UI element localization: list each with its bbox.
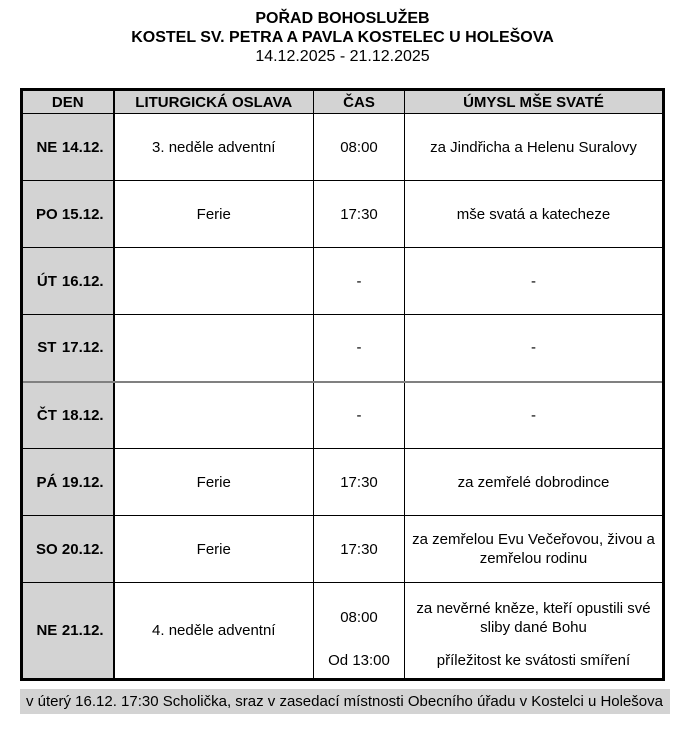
intention-cell [405,315,664,382]
mass-intention: za Jindřicha a Helenu Suralovy [430,138,637,156]
mass-intention: - [531,272,536,290]
intention-cell [405,382,664,449]
table-header-row [22,90,664,114]
mass-intention: za zemřelou Evu Večeřovou, živou a zemřelou rodinu [412,531,655,567]
time-cell [314,315,405,382]
day-date: 17.12. [61,339,104,357]
day-cell [22,382,114,449]
mass-time: - [356,339,362,357]
mass-intention: mše svatá a katecheze [456,205,611,223]
day-cell [22,181,114,248]
day-abbreviation: NE [36,138,58,156]
intention-cell [405,583,664,680]
celebration-cell: Ferie [114,516,314,583]
day-abbreviation: ÚT [36,272,57,290]
mass-intention: příležitost ke svátosti smíření [436,651,631,669]
day-date: 14.12. [61,138,104,156]
header-liturgicka-oslava: LITURGICKÁ OSLAVA [114,90,314,114]
schedule-table [20,88,665,681]
intention-cell [405,449,664,516]
time-cell [314,583,405,680]
day-abbreviation: ST [37,339,57,357]
time-cell [314,516,405,583]
mass-time: 17:30 [340,540,378,558]
page-title: POŘAD BOHOSLUŽEB [255,10,430,27]
mass-intention: - [531,406,536,424]
day-cell [22,315,114,382]
church-name: KOSTEL SV. PETRA A PAVLA KOSTELEC U HOLEŠOVA [131,29,554,46]
time-cell [314,248,405,315]
day-cell [22,114,114,181]
day-abbreviation: PO [36,205,58,223]
table-row [22,248,664,315]
header-cas: ČAS [314,90,405,114]
table-row [22,114,664,181]
header-umysl-mse-svate: ÚMYSL MŠE SVATÉ [405,90,664,114]
intention-cell [405,516,664,583]
celebration-cell: Ferie [114,449,314,516]
intention-cell [405,114,664,181]
time-cell [314,114,405,181]
time-cell [314,181,405,248]
header-den: DEN [22,90,114,114]
mass-time-stack [316,585,402,677]
date-range: 14.12.2025 - 21.12.2025 [255,48,430,65]
time-cell [314,382,405,449]
day-date: 16.12. [61,272,104,290]
mass-time: Od 13:00 [328,651,390,669]
day-abbreviation: SO [36,540,58,558]
day-date: 21.12. [61,622,104,639]
day-date: 19.12. [61,473,104,491]
day-cell [22,516,114,583]
day-date: 18.12. [61,406,104,424]
celebration-cell [114,248,314,315]
mass-time: 08:00 [340,609,378,626]
mass-intention: za nevěrné kněze, kteří opustili své sliby dané Bohu [416,599,651,636]
celebration-cell [114,382,314,449]
day-date: 20.12. [61,540,104,558]
celebration-cell: 3. neděle adventní [114,114,314,181]
mass-time: - [356,272,362,290]
day-cell [22,583,114,680]
mass-time: 17:30 [340,205,378,223]
table-row [22,583,664,680]
mass-intention: za zemřelé dobrodince [457,473,610,491]
table-row [22,382,664,449]
table-row [22,516,664,583]
intention-cell [405,181,664,248]
table-row [22,449,664,516]
footer-note: v úterý 16.12. 17:30 Scholička, sraz v zasedací místnosti Obecního úřadu v Kostelci u Holešova [20,689,670,714]
celebration-cell: Ferie [114,181,314,248]
mass-time: 17:30 [340,473,378,491]
day-cell [22,449,114,516]
mass-intention-stack [407,585,660,677]
mass-time: 08:00 [340,138,378,156]
day-abbreviation: ČT [36,406,57,424]
day-date: 15.12. [61,205,104,223]
celebration-cell: 4. neděle adventní [114,583,314,680]
mass-intention: - [531,339,536,357]
time-cell [314,449,405,516]
day-abbreviation: PÁ [36,473,58,491]
document-header [0,9,685,66]
day-abbreviation: NE [36,622,58,639]
table-row [22,181,664,248]
celebration-cell [114,315,314,382]
day-cell [22,248,114,315]
intention-cell [405,248,664,315]
mass-time: - [356,406,362,424]
table-row [22,315,664,382]
